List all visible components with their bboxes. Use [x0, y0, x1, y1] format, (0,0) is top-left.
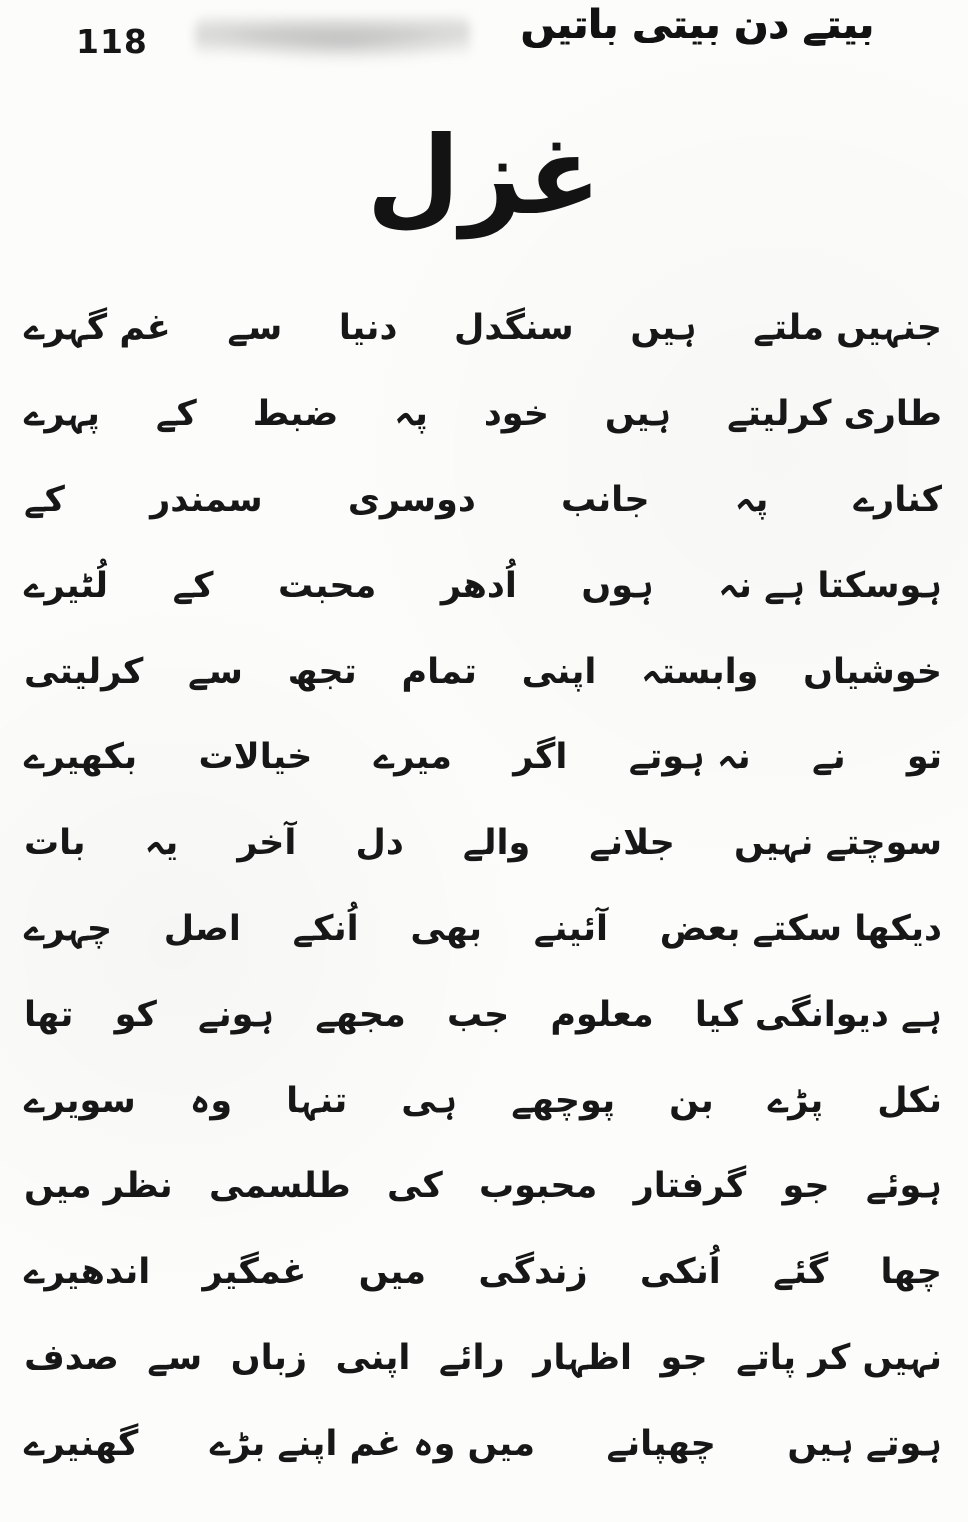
poem-word: دیکھا سکتے بعض: [659, 908, 942, 949]
poem-word: دل: [355, 823, 404, 864]
poem-word: نے: [811, 737, 846, 778]
poem-word: بکھیرے: [24, 737, 138, 778]
poem-word: کنارے: [853, 479, 942, 520]
poem-word: میں وہ غم اپنے بڑے: [209, 1423, 535, 1464]
poem-word: کی: [386, 1166, 443, 1207]
poem-word: زندگی: [478, 1252, 588, 1293]
poem-line: [24, 458, 942, 544]
poem-word: اصل: [163, 908, 241, 949]
poem-word: اُدھر: [440, 565, 517, 606]
poem-word: محبت: [278, 565, 377, 606]
poem-word: آئینے: [533, 908, 608, 949]
poem-word: کے: [172, 565, 214, 606]
poem-word: چھپانے: [606, 1423, 716, 1464]
poem-word: اندھیرے: [24, 1252, 151, 1293]
poem-word: خود: [483, 394, 549, 435]
poem-line: [24, 887, 942, 973]
poem-word: طلسمی: [208, 1166, 351, 1207]
poem-word: میں: [358, 1252, 427, 1293]
poem-word: وابستہ: [641, 651, 759, 692]
poem-line: [24, 286, 942, 372]
poem-word: پہ: [394, 394, 428, 435]
poem-title: غزل: [366, 114, 602, 239]
poem-word: چھا: [880, 1252, 942, 1293]
poem-word: پوچھے: [511, 1080, 616, 1121]
poem-word: ہونے: [198, 994, 275, 1035]
poem-word: ہے دیوانگی کیا: [694, 994, 942, 1035]
poem-word: جلانے: [589, 823, 675, 864]
poem-word: دوسری: [347, 479, 476, 520]
poem-word: سے: [188, 651, 243, 692]
running-head-title: بیتے دن بیتی باتیں: [520, 2, 874, 48]
poem-word: کے: [155, 394, 197, 435]
poem-word: جو: [782, 1166, 830, 1207]
poem-word: ضبط: [252, 394, 339, 435]
poem-word: سمندر: [150, 479, 263, 520]
poem-word: خیالات: [198, 737, 313, 778]
poem-word: بات: [24, 823, 86, 864]
poem-word: اُنکے: [292, 908, 359, 949]
poem-line: [24, 1058, 942, 1144]
poem-word: مجھے: [315, 994, 406, 1035]
poem-word: ہوئے: [865, 1166, 942, 1207]
poem-line: [24, 629, 942, 715]
poem-word: غم گہرے: [24, 308, 171, 349]
poem-word: گئے: [773, 1252, 829, 1293]
ink-bleed-artifact: [195, 16, 470, 62]
poem-line: [24, 543, 942, 629]
poem-word: تھا: [24, 994, 74, 1035]
poem-word: سنگدل: [454, 308, 574, 349]
poem-line: [24, 715, 942, 801]
poem-word: کے: [24, 479, 65, 520]
poem-word: ہیں: [604, 394, 672, 435]
poem-word: اُنکی: [639, 1252, 721, 1293]
poem-word: سے: [227, 308, 283, 349]
poem-word: نکل: [877, 1080, 942, 1121]
poem-word: صدف: [24, 1337, 119, 1378]
poem-word: ہوتے ہیں: [787, 1423, 942, 1464]
poem-word: کرلیتی: [24, 651, 144, 692]
poem-word: زباں: [230, 1337, 308, 1378]
poem-word: نہیں کر پاتے: [736, 1337, 942, 1378]
poem-word: آخر: [237, 823, 297, 864]
page-number: 118: [76, 22, 148, 61]
poem-word: محبوب: [479, 1166, 598, 1207]
poem-word: نظر میں: [24, 1166, 173, 1207]
poem-word: رائے: [438, 1337, 505, 1378]
poem-line: [24, 801, 942, 887]
poem-word: چہرے: [24, 908, 113, 949]
poem-line: [24, 1144, 942, 1230]
poem-word: یہ: [144, 823, 179, 864]
poem-word: اپنی: [521, 651, 597, 692]
poem-line: [24, 1401, 942, 1487]
poem: [24, 286, 942, 1487]
poem-word: تجھ: [287, 651, 357, 692]
poem-word: بن: [669, 1080, 714, 1121]
poem-word: تنہا: [286, 1080, 348, 1121]
poem-word: معلوم: [550, 994, 654, 1035]
poem-word: ہیں: [630, 308, 697, 349]
poem-word: دنیا: [338, 308, 398, 349]
poem-word: جنہیں ملتے: [753, 308, 942, 349]
poem-word: گرفتار: [633, 1166, 747, 1207]
poem-word: غمگیر: [202, 1252, 307, 1293]
poem-word: اپنی: [335, 1337, 411, 1378]
poem-word: والے: [462, 823, 531, 864]
poem-word: پہرے: [24, 394, 100, 435]
poem-word: لُٹیرے: [24, 565, 109, 606]
poem-word: تمام: [401, 651, 477, 692]
poem-line: [24, 1316, 942, 1402]
poem-word: ہوں: [581, 565, 654, 606]
poem-word: بھی: [410, 908, 482, 949]
poem-word: پڑے: [767, 1080, 824, 1121]
poem-word: ہی: [401, 1080, 458, 1121]
poem-word: اگر: [513, 737, 568, 778]
poem-word: میرے: [373, 737, 452, 778]
poem-word: جو: [660, 1337, 708, 1378]
poem-line: [24, 1230, 942, 1316]
poem-word: طاری کرلیتے: [727, 394, 942, 435]
poem-word: کو: [114, 994, 157, 1035]
poem-word: جانب: [560, 479, 650, 520]
poem-word: تو: [906, 737, 942, 778]
poem-word: پہ: [734, 479, 769, 520]
poem-word: خوشیاں: [803, 651, 942, 692]
poem-word: نہ ہوتے: [628, 737, 751, 778]
poem-line: [24, 972, 942, 1058]
poem-word: وہ: [189, 1080, 233, 1121]
poem-word: ہوسکتا ہے نہ: [718, 565, 942, 606]
poem-word: گھنیرے: [24, 1423, 139, 1464]
poem-word: اظہار: [533, 1337, 632, 1378]
poem-word: سویرے: [24, 1080, 136, 1121]
poem-word: سوچتے نہیں: [733, 823, 942, 864]
poem-word: جب: [446, 994, 510, 1035]
poem-word: سے: [147, 1337, 203, 1378]
poem-line: [24, 372, 942, 458]
